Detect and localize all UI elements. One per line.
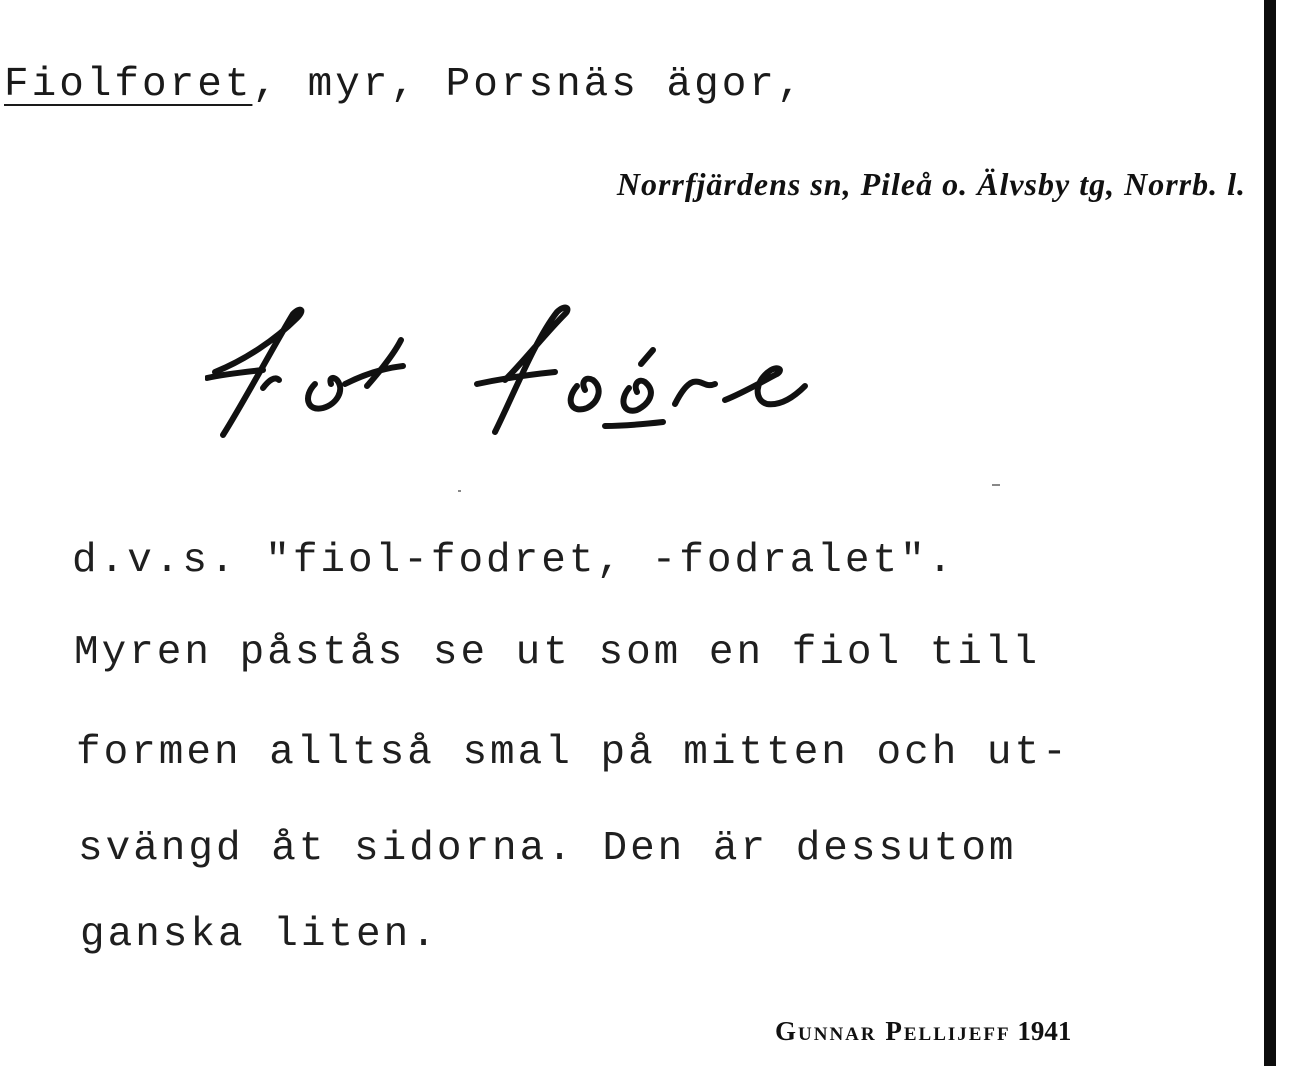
- parish-location: Norrfjärdens sn, Pileå o. Älvsby tg, Norrb. l.: [616, 166, 1246, 202]
- headword: Fiolforet: [4, 62, 253, 108]
- body-line-5: ganska liten.: [80, 912, 439, 958]
- phonetic-transcription: [205, 300, 845, 450]
- card-headline: [4, 62, 805, 108]
- card-edge-border: [1264, 0, 1276, 1066]
- signature-name: Gunnar Pellijeff: [775, 1016, 1011, 1046]
- body-line-1: d.v.s. "fiol-fodret, -fodralet".: [72, 538, 956, 584]
- scan-speck: [992, 484, 1000, 486]
- handwritten-pronunciation-image: [205, 300, 845, 450]
- signature-year: 1941: [1017, 1016, 1072, 1046]
- scan-speck: [458, 490, 461, 492]
- signature: [775, 1016, 1071, 1047]
- headline-descriptor: , myr, Porsnäs ägor,: [252, 62, 805, 108]
- body-line-3: formen alltså smal på mitten och ut-: [76, 730, 1070, 776]
- body-line-4: svängd åt sidorna. Den är dessutom: [78, 826, 1017, 872]
- body-line-2: Myren påstås se ut som en fiol till: [74, 630, 1041, 676]
